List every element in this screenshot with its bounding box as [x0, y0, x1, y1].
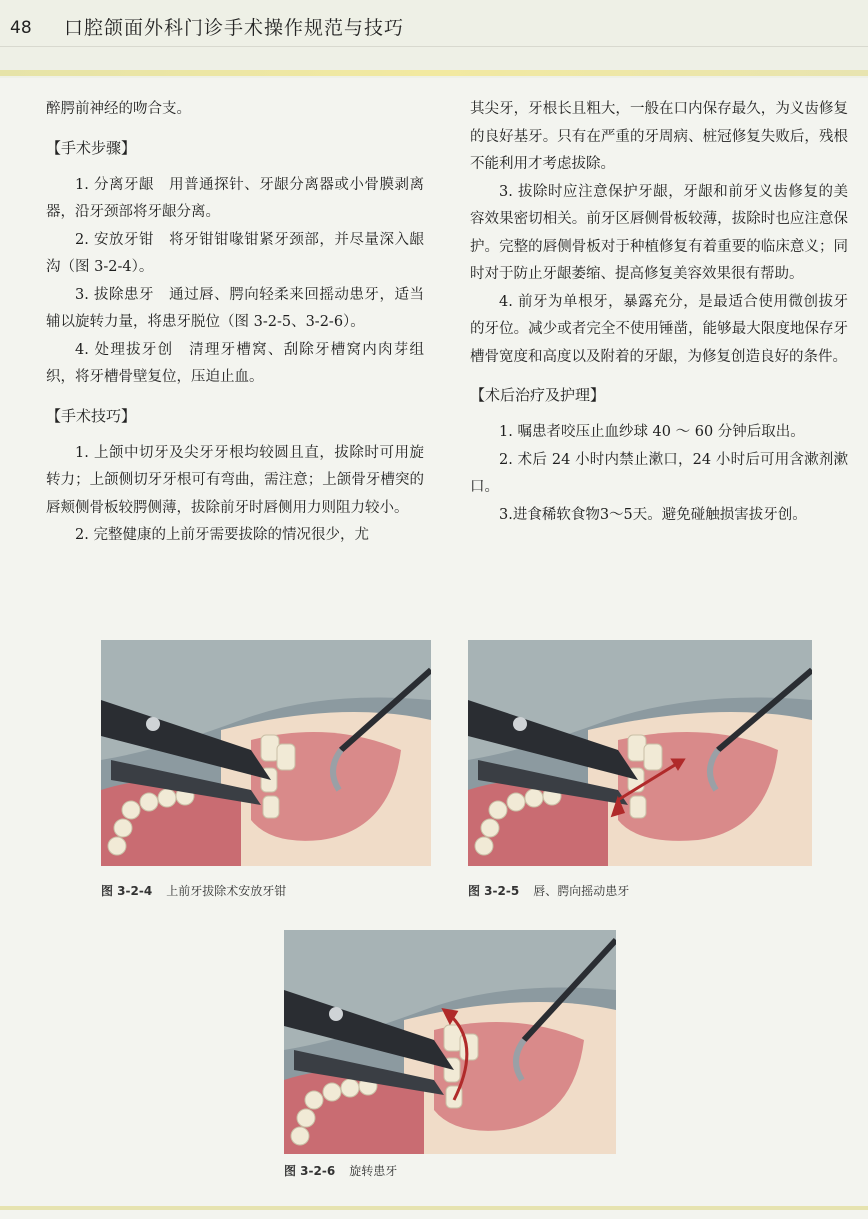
step-paragraph: 1. 分离牙龈 用普通探针、牙龈分离器或小骨膜剥离器，沿牙颈部将牙龈分离。: [46, 176, 424, 220]
right-column: [470, 96, 848, 529]
opening-line: 醉腭前神经的吻合支。: [46, 101, 191, 117]
figure-caption-text: 旋转患牙: [349, 1164, 398, 1178]
section-heading-postoperative-care: 【术后治疗及护理】: [470, 386, 606, 404]
section-heading-surgical-tips: 【手术技巧】: [46, 406, 137, 425]
forceps-placement-illustration: [101, 640, 431, 866]
care-paragraph: 3.进食稀软食物3～5天。避免碰触损害拔牙创。: [499, 506, 807, 523]
header-divider: [0, 46, 868, 47]
tip-paragraph: 1. 上颌中切牙及尖牙牙根均较圆且直，拔除时可用旋转力；上颌侧切牙牙根可有弯曲，需注意；上颌骨牙槽突的唇颊侧骨板较腭侧薄，拔除前牙时唇侧用力则阻力较小。: [46, 444, 424, 516]
figure-caption: [284, 1162, 397, 1180]
step-paragraph: 2. 安放牙钳 将牙钳钳喙钳紧牙颈部，并尽量深入龈沟（图 3-2-4）。: [46, 231, 424, 275]
figure-3-2-5-image: [468, 640, 812, 866]
page-number: 48: [10, 18, 32, 38]
rotating-tooth-illustration: [284, 930, 616, 1154]
figure-caption: [101, 882, 286, 900]
figure-number: 图 3-2-5: [468, 884, 520, 898]
care-paragraph: 2. 术后 24 小时内禁止漱口，24 小时后可用含漱剂漱口。: [470, 451, 848, 495]
continuation-paragraph: 其尖牙，牙根长且粗大，一般在口内保存最久，为义齿修复的良好基牙。只有在严重的牙周病、桩冠修复失败后，残根不能利用才考虑拔除。: [470, 101, 848, 172]
figure-caption: [468, 882, 629, 900]
figure-number: 图 3-2-6: [284, 1164, 336, 1178]
header-rule: [0, 70, 868, 76]
step-paragraph: 3. 拔除患牙 通过唇、腭向轻柔来回摇动患牙，适当辅以旋转力量，将患牙脱位（图 3-2-5、3-2-6）。: [46, 286, 424, 330]
figure-caption-text: 唇、腭向摇动患牙: [533, 884, 630, 898]
page-header: [0, 0, 868, 78]
tip-paragraph: 4. 前牙为单根牙，暴露充分，是最适合使用微创拔牙的牙位。减少或者完全不使用锤凿，能够最大限度地保存牙槽骨宽度和高度以及附着的牙龈，为修复创造良好的条件。: [470, 293, 848, 365]
section-heading-surgical-steps: 【手术步骤】: [46, 138, 137, 157]
rocking-tooth-illustration: [468, 640, 812, 866]
figure-3-2-4-image: [101, 640, 431, 866]
tip-paragraph: 2. 完整健康的上前牙需要拔除的情况很少，尤: [75, 527, 369, 543]
care-paragraph: 1. 嘱患者咬压止血纱球 40 ～ 60 分钟后取出。: [499, 424, 805, 440]
step-paragraph: 4. 处理拔牙创 清理牙槽窝、刮除牙槽窝内肉芽组织，将牙槽骨壁复位，压迫止血。: [46, 341, 424, 385]
bottom-rule: [0, 1206, 868, 1210]
tip-paragraph: 3. 拔除时应注意保护牙龈，牙龈和前牙义齿修复的美容效果密切相关。前牙区唇侧骨板较薄，拔除时也应注意保护。完整的唇侧骨板对于种植修复有着重要的临床意义；同时对于防止牙龈萎缩、提高修复美容效果很有帮助。: [470, 183, 848, 282]
left-column: [46, 96, 424, 550]
figure-caption-text: 上前牙拔除术安放牙钳: [166, 884, 287, 898]
running-title: 口腔颌面外科门诊手术操作规范与技巧: [64, 17, 405, 39]
figure-number: 图 3-2-4: [101, 884, 153, 898]
figure-3-2-6-image: [284, 930, 616, 1154]
